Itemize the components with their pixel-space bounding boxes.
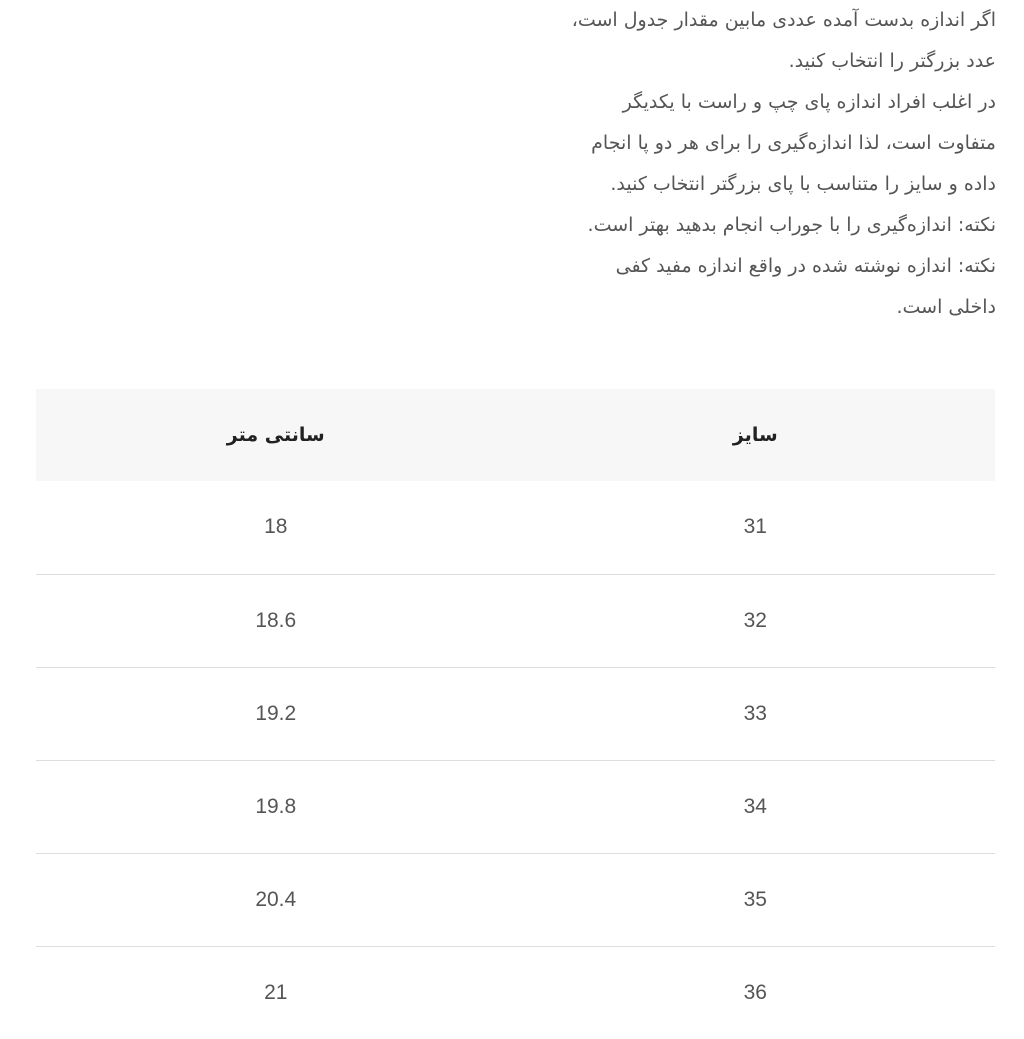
instruction-line: نکته: اندازه نوشته شده در واقع اندازه مفید کفی: [615, 255, 996, 277]
table-header-row: [36, 389, 995, 481]
table-row: [36, 667, 995, 760]
cell-size: 34: [743, 794, 767, 818]
cell-centimeter: 19.2: [255, 701, 297, 725]
cell-centimeter: 19.8: [255, 794, 297, 818]
cell-size: 35: [743, 887, 767, 911]
table-row: [36, 481, 995, 574]
instruction-line: متفاوت است، لذا اندازه‌گیری را برای هر دو پا انجام: [591, 132, 996, 154]
table-body: [36, 481, 995, 1039]
size-chart-table: [36, 389, 995, 1039]
instruction-line: عدد بزرگتر را انتخاب کنید.: [788, 50, 996, 72]
cell-centimeter: 18.6: [255, 608, 297, 632]
table-header: [36, 389, 995, 481]
cell-size: 31: [743, 515, 767, 539]
table-row: [36, 760, 995, 853]
table-row: [36, 574, 995, 667]
table-row: [36, 853, 995, 946]
cell-size: 36: [743, 980, 767, 1004]
instruction-line: در اغلب افراد اندازه پای چپ و راست با یکدیگر: [622, 91, 996, 113]
cell-centimeter: 20.4: [255, 887, 297, 911]
cell-size: 32: [743, 608, 767, 632]
size-guide-instructions: [536, 0, 996, 328]
instruction-line: داخلی است.: [896, 296, 996, 318]
cell-centimeter: 18: [264, 515, 288, 539]
cell-centimeter: 21: [264, 980, 288, 1004]
table-row: [36, 946, 995, 1039]
header-size: سایز: [732, 424, 778, 446]
instruction-line: نکته: اندازه‌گیری را با جوراب انجام بدهید بهتر است.: [587, 214, 996, 236]
header-centimeter: سانتی متر: [226, 424, 325, 446]
cell-size: 33: [743, 701, 767, 725]
instruction-line: داده و سایز را متناسب با پای بزرگتر انتخاب کنید.: [610, 173, 996, 195]
instruction-line: اگر اندازه بدست آمده عددی مابین مقدار جدول است،: [571, 9, 996, 31]
